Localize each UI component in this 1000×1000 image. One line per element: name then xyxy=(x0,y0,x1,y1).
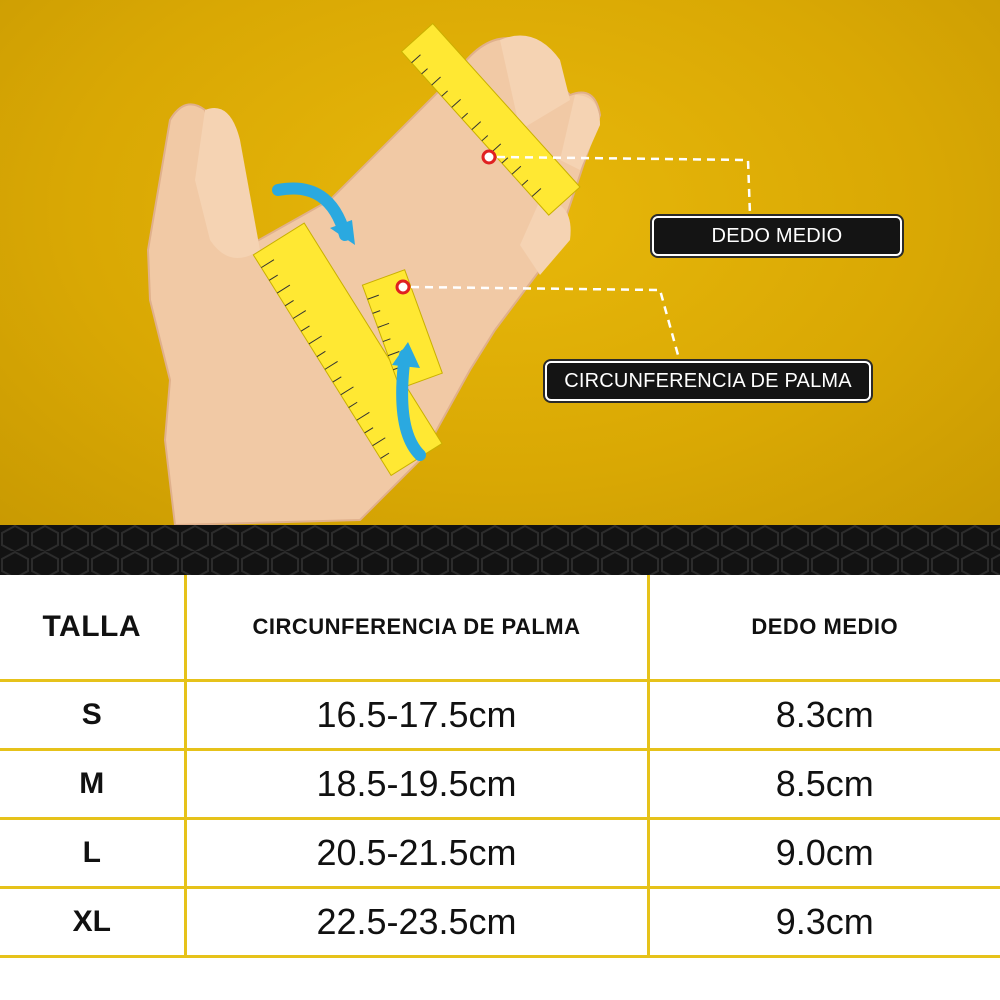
palm-circumference-label-text: CIRCUNFERENCIA DE PALMA xyxy=(564,369,852,392)
header-finger: DEDO MEDIO xyxy=(648,575,1000,681)
palm-cell: 20.5-21.5cm xyxy=(185,819,648,888)
middle-finger-label-text: DEDO MEDIO xyxy=(711,224,843,247)
table-header-row xyxy=(0,575,1000,681)
table-row xyxy=(0,888,1000,957)
palm-cell: 16.5-17.5cm xyxy=(185,681,648,750)
size-cell: S xyxy=(0,681,185,750)
table-row xyxy=(0,681,1000,750)
header-size: TALLA xyxy=(0,575,185,681)
hexagon-pattern xyxy=(0,525,1000,575)
size-cell: M xyxy=(0,750,185,819)
table-row xyxy=(0,819,1000,888)
decorative-band xyxy=(0,525,1000,575)
header-palm: CIRCUNFERENCIA DE PALMA xyxy=(185,575,648,681)
size-chart xyxy=(0,575,1000,1000)
palm-cell: 22.5-23.5cm xyxy=(185,888,648,957)
finger-cell: 8.5cm xyxy=(648,750,1000,819)
finger-cell: 8.3cm xyxy=(648,681,1000,750)
finger-cell: 9.0cm xyxy=(648,819,1000,888)
size-table xyxy=(0,575,1000,958)
size-cell: L xyxy=(0,819,185,888)
table-row xyxy=(0,750,1000,819)
palm-cell: 18.5-19.5cm xyxy=(185,750,648,819)
finger-cell: 9.3cm xyxy=(648,888,1000,957)
palm-marker xyxy=(397,281,409,293)
middle-finger-marker xyxy=(483,151,495,163)
middle-finger-label xyxy=(652,216,902,256)
size-cell: XL xyxy=(0,888,185,957)
palm-circumference-label xyxy=(545,361,871,401)
hand-illustration xyxy=(148,36,600,526)
